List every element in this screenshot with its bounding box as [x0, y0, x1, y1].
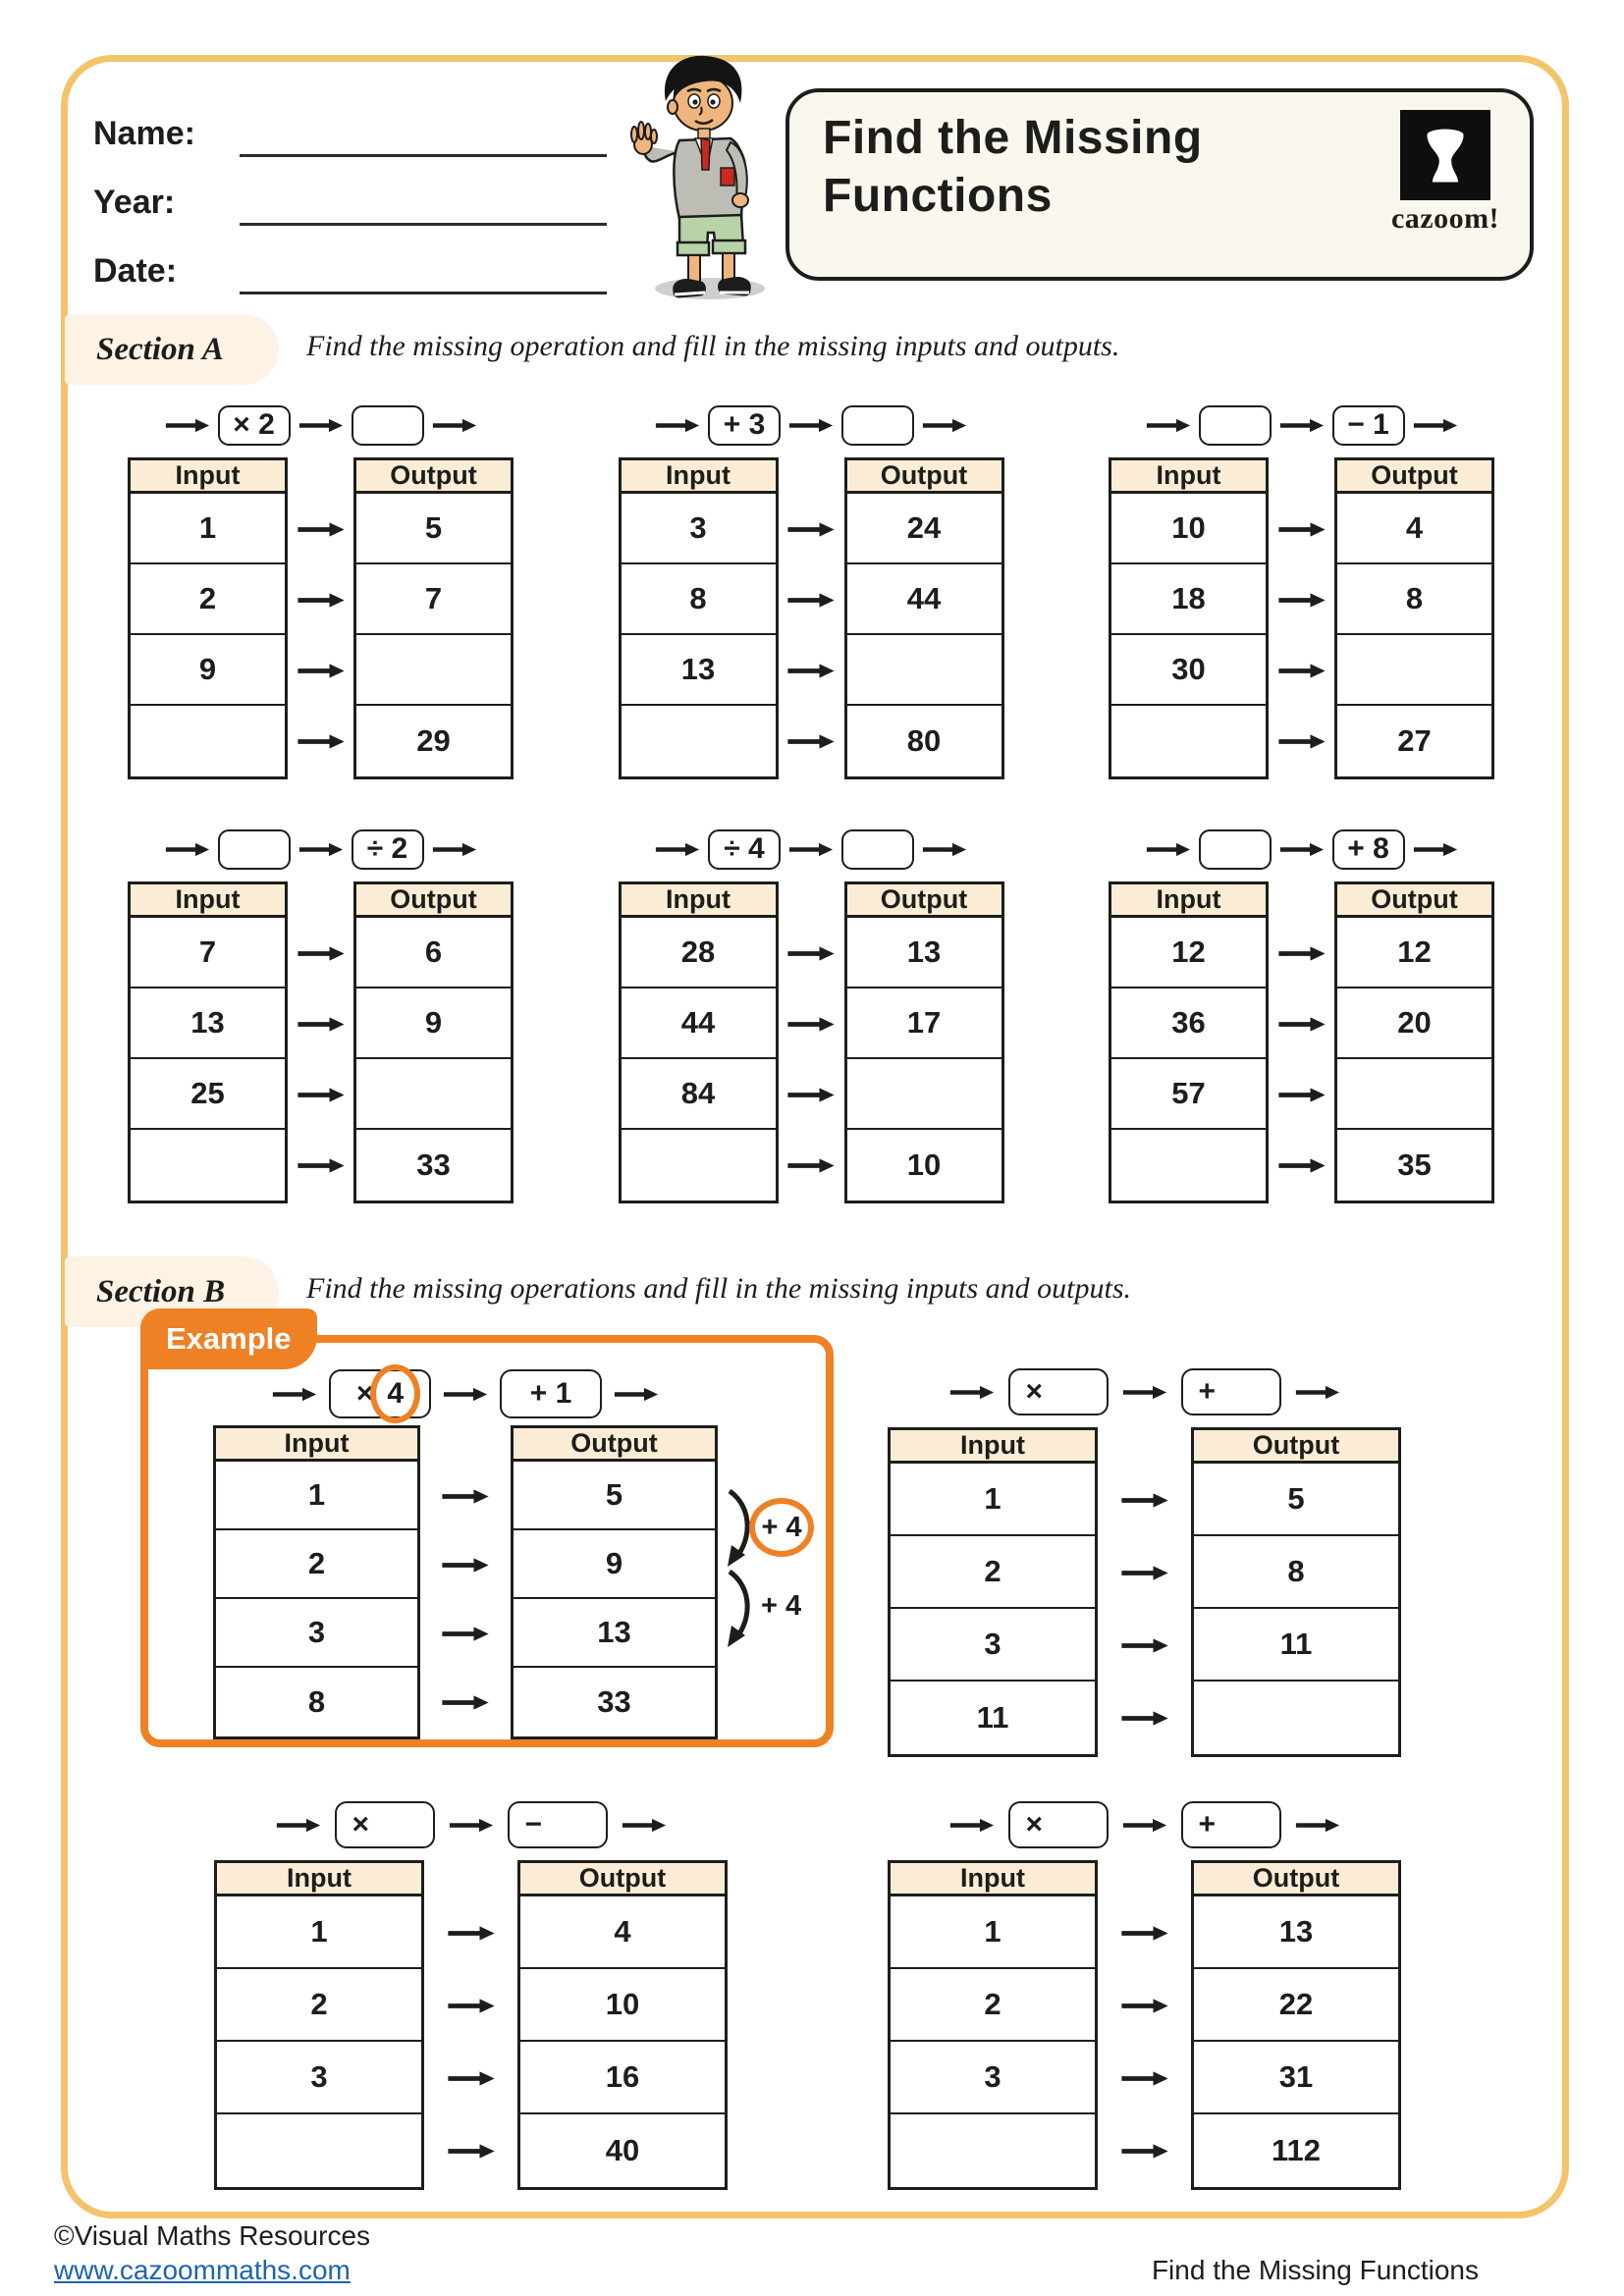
- output-cell[interactable]: [356, 1059, 511, 1130]
- output-cell: 12: [1337, 918, 1491, 988]
- input-cell[interactable]: [131, 706, 285, 776]
- arrow-right-icon: [297, 521, 346, 538]
- operation-box-2: +: [1181, 1801, 1281, 1848]
- arrow-right-icon: [441, 1626, 490, 1642]
- output-cell: 20: [1337, 988, 1491, 1059]
- machine-op-row: [1109, 402, 1494, 448]
- output-table: [1334, 457, 1494, 779]
- function-machine-a1: [128, 402, 514, 779]
- input-table: [619, 881, 779, 1203]
- operation-box-2: +: [1181, 1368, 1281, 1415]
- arrow-right-icon: [447, 1925, 496, 1942]
- output-header: Output: [520, 1863, 725, 1896]
- input-cell: 13: [131, 988, 285, 1059]
- output-cell: 8: [1337, 564, 1491, 635]
- cazoom-logo: [1379, 110, 1512, 236]
- waving-schoolboy-illustration: [617, 49, 778, 304]
- operation-box-1: ÷ 4: [708, 829, 781, 870]
- arrow-right-icon: [1120, 1710, 1169, 1727]
- example-tables: [213, 1425, 718, 1739]
- arrow-right-icon: [786, 1087, 836, 1103]
- machine-tables: [128, 881, 514, 1203]
- input-table: [1109, 457, 1269, 779]
- output-cell[interactable]: [1337, 1059, 1491, 1130]
- output-cell: 31: [1194, 2042, 1398, 2114]
- arrow-right-icon: [622, 1817, 667, 1834]
- machine-op-row: [619, 402, 1004, 448]
- arrow-right-icon: [1277, 945, 1326, 962]
- row-arrows: [420, 1425, 511, 1739]
- example-op1-answer-circled: 4: [387, 1377, 405, 1410]
- arrow-right-icon: [1120, 1925, 1169, 1942]
- arrow-right-icon: [165, 841, 210, 858]
- output-cell: 44: [847, 564, 1001, 635]
- student-fields: [93, 98, 623, 304]
- output-cell[interactable]: [847, 635, 1001, 706]
- arrow-right-icon: [443, 1386, 488, 1403]
- input-table: [888, 1860, 1098, 2190]
- row-arrows: [1269, 457, 1334, 779]
- output-table: [517, 1860, 728, 2190]
- output-cell: 35: [1397, 1148, 1432, 1182]
- output-cell: 9: [356, 988, 511, 1059]
- year-field-row: [93, 167, 623, 236]
- output-cell: 4: [520, 1896, 725, 1969]
- function-machine-a4: [128, 827, 514, 1203]
- title-line-1: Find the Missing: [823, 112, 1203, 164]
- function-machine-b2: [214, 1799, 728, 2190]
- machine-tables: [619, 881, 1004, 1203]
- output-cell: 9: [514, 1530, 715, 1599]
- function-machine-a2: [619, 402, 1004, 779]
- output-cell: 33: [597, 1684, 631, 1719]
- arrow-right-icon: [447, 2143, 496, 2160]
- arrow-right-icon: [441, 1557, 490, 1574]
- input-cell[interactable]: [131, 1130, 285, 1201]
- input-cell: 1: [891, 1896, 1095, 1969]
- function-machine-a6: [1109, 827, 1494, 1203]
- arrow-right-icon: [1120, 1637, 1169, 1654]
- section-a-label: Section A: [65, 314, 279, 385]
- arrow-right-icon: [1120, 2143, 1169, 2160]
- arrow-right-icon: [949, 1817, 995, 1834]
- name-field-row: [93, 98, 623, 167]
- output-cell: 29: [416, 723, 451, 758]
- date-label: Date:: [93, 252, 178, 290]
- example-box: [140, 1321, 834, 1747]
- operation-box-1: × 2: [218, 405, 291, 446]
- arrow-right-icon: [1277, 1087, 1326, 1103]
- arrow-right-icon: [1277, 1157, 1326, 1174]
- row-arrows: [1098, 1427, 1191, 1757]
- arrow-right-icon: [297, 1157, 346, 1174]
- output-cell: 11: [1194, 1609, 1398, 1682]
- operation-box-2[interactable]: [841, 405, 914, 446]
- output-cell: 112: [1271, 2133, 1321, 2167]
- output-table: [844, 881, 1004, 1203]
- arrow-right-icon: [786, 733, 836, 750]
- arrow-right-icon: [1279, 417, 1325, 434]
- arrow-right-icon: [297, 592, 346, 609]
- arrow-right-icon: [298, 417, 344, 434]
- arrow-right-icon: [297, 663, 346, 679]
- operation-box-2: − 1: [1332, 405, 1405, 446]
- machine-op-row: [1109, 827, 1494, 872]
- input-cell: 2: [891, 1536, 1095, 1609]
- row-arrows: [1098, 1860, 1191, 2190]
- date-field-row: [93, 236, 623, 304]
- example-input-table: [213, 1425, 420, 1739]
- name-input-line[interactable]: [240, 154, 607, 157]
- machine-tables: [888, 1860, 1401, 2190]
- section-b-instruction: Find the missing operations and fill in the missing inputs and outputs.: [306, 1272, 1132, 1305]
- output-table: [844, 457, 1004, 779]
- output-cell: 5: [1194, 1464, 1398, 1536]
- arrow-right-icon: [786, 1016, 836, 1033]
- input-cell: 3: [217, 2042, 421, 2114]
- input-header: Input: [217, 1863, 421, 1896]
- operation-box-1[interactable]: [218, 829, 291, 870]
- operation-box-1: ×: [335, 1801, 435, 1848]
- operation-box-1: + 3: [708, 405, 781, 446]
- arrow-right-icon: [1122, 1817, 1167, 1834]
- input-header: Input: [622, 460, 776, 494]
- arrow-right-icon: [1120, 2070, 1169, 2087]
- worksheet-title-box: [785, 88, 1534, 281]
- arrow-right-icon: [297, 945, 346, 962]
- function-machine-a3: [1109, 402, 1494, 779]
- output-cell: 10: [906, 1148, 942, 1182]
- arrow-right-icon: [614, 1386, 659, 1403]
- arrow-right-icon: [1277, 521, 1326, 538]
- example-output-table: [511, 1425, 718, 1739]
- arrow-right-icon: [786, 945, 836, 962]
- input-cell: 3: [622, 494, 776, 564]
- input-cell: 44: [622, 988, 776, 1059]
- example-tab: Example: [140, 1308, 317, 1369]
- input-cell: 18: [1111, 564, 1266, 635]
- input-cell: 2: [891, 1969, 1095, 2042]
- output-cell: 4: [1337, 494, 1491, 564]
- year-input-line[interactable]: [240, 223, 607, 226]
- name-label: Name:: [93, 115, 195, 152]
- cazoom-drum-icon: [1400, 110, 1490, 200]
- example-op1-symbol: ×: [355, 1377, 374, 1410]
- output-cell: 10: [520, 1969, 725, 2042]
- machine-tables: [214, 1860, 728, 2190]
- input-cell: 2: [131, 564, 285, 635]
- example-machine: [213, 1368, 718, 1739]
- output-cell[interactable]: [847, 1059, 1001, 1130]
- output-cell: 27: [1397, 723, 1432, 758]
- difference-annotation-circled: + 4: [749, 1498, 814, 1557]
- machine-tables: [888, 1427, 1401, 1757]
- output-cell: 17: [847, 988, 1001, 1059]
- machine-op-row: [128, 827, 514, 872]
- arrow-right-icon: [922, 417, 967, 434]
- output-cell: 5: [514, 1462, 715, 1530]
- input-header: Input: [622, 884, 776, 918]
- operation-box-1[interactable]: [1199, 405, 1272, 446]
- arrow-right-icon: [1277, 1016, 1326, 1033]
- date-input-line[interactable]: [240, 292, 607, 294]
- input-table: [128, 881, 288, 1203]
- output-cell[interactable]: [1194, 1682, 1398, 1754]
- input-header: Input: [131, 460, 285, 494]
- example-operation-box-2: + 1: [500, 1369, 602, 1418]
- arrow-right-icon: [297, 733, 346, 750]
- output-header: Output: [514, 1428, 715, 1462]
- arrow-right-icon: [297, 1016, 346, 1033]
- function-machine-a5: [619, 827, 1004, 1203]
- input-cell: 2: [217, 1969, 421, 2042]
- row-arrows: [288, 457, 353, 779]
- input-cell: 1: [217, 1896, 421, 1969]
- arrow-right-icon: [1120, 1565, 1169, 1581]
- input-cell: 3: [216, 1599, 417, 1668]
- arrow-right-icon: [1120, 1998, 1169, 2014]
- input-cell: 8: [307, 1684, 326, 1719]
- input-cell: 11: [976, 1700, 1009, 1735]
- output-cell: 5: [356, 494, 511, 564]
- arrow-right-icon: [449, 1817, 494, 1834]
- arrow-right-icon: [1146, 841, 1191, 858]
- output-cell: 6: [356, 918, 511, 988]
- arrow-right-icon: [165, 417, 210, 434]
- output-cell[interactable]: [356, 635, 511, 706]
- input-cell: 7: [131, 918, 285, 988]
- row-arrows: [779, 457, 844, 779]
- row-arrows: [1269, 881, 1334, 1203]
- machine-op-row: [888, 1799, 1401, 1850]
- arrow-right-icon: [441, 1694, 490, 1711]
- arrow-right-icon: [788, 841, 834, 858]
- input-cell: 84: [622, 1059, 776, 1130]
- arrow-right-icon: [922, 841, 967, 858]
- arrow-right-icon: [297, 1087, 346, 1103]
- input-table: [214, 1860, 424, 2190]
- input-header: Input: [891, 1430, 1095, 1464]
- input-cell: 1: [131, 494, 285, 564]
- arrow-right-icon: [272, 1386, 317, 1403]
- input-cell: 9: [131, 635, 285, 706]
- output-header: Output: [1337, 460, 1491, 494]
- input-table: [888, 1427, 1098, 1757]
- arrow-right-icon: [786, 521, 836, 538]
- input-cell[interactable]: [891, 2114, 1095, 2187]
- year-label: Year:: [93, 184, 176, 221]
- input-cell: 30: [1111, 635, 1266, 706]
- input-cell: 57: [1111, 1059, 1266, 1130]
- row-arrows: [288, 881, 353, 1203]
- input-table: [128, 457, 288, 779]
- input-table: [1109, 881, 1269, 1203]
- copyright-text: ©Visual Maths Resources: [54, 2220, 371, 2251]
- operation-box-2[interactable]: [841, 829, 914, 870]
- arrow-right-icon: [432, 841, 477, 858]
- arrow-right-icon: [786, 1157, 836, 1174]
- example-operation-box-1: [329, 1369, 431, 1418]
- machine-op-row: [128, 402, 514, 448]
- arrow-right-icon: [432, 417, 477, 434]
- arrow-right-icon: [1413, 841, 1458, 858]
- arrow-right-icon: [1277, 663, 1326, 679]
- output-header: Output: [847, 460, 1001, 494]
- machine-tables: [1109, 457, 1494, 779]
- input-cell: 13: [622, 635, 776, 706]
- output-cell: 24: [847, 494, 1001, 564]
- input-cell: 28: [622, 918, 776, 988]
- machine-op-row: [619, 827, 1004, 872]
- output-cell: 13: [1194, 1896, 1398, 1969]
- arrow-right-icon: [1120, 1492, 1169, 1509]
- machine-tables: [128, 457, 514, 779]
- input-table: [619, 457, 779, 779]
- input-cell: 2: [216, 1530, 417, 1599]
- arrow-right-icon: [655, 841, 700, 858]
- arrow-right-icon: [1295, 1384, 1340, 1401]
- output-cell: 33: [416, 1148, 451, 1182]
- footer-worksheet-title: Find the Missing Functions: [1151, 2255, 1479, 2285]
- arrow-right-icon: [1277, 592, 1326, 609]
- output-header: Output: [1194, 1430, 1398, 1464]
- output-cell: 7: [356, 564, 511, 635]
- output-cell: 13: [847, 918, 1001, 988]
- arrow-right-icon: [1146, 417, 1191, 434]
- output-table: [353, 881, 514, 1203]
- output-table: [1334, 881, 1494, 1203]
- output-header: Output: [1194, 1863, 1398, 1896]
- machine-tables: [619, 457, 1004, 779]
- input-cell: 1: [216, 1462, 417, 1530]
- input-cell: 36: [1111, 988, 1266, 1059]
- output-cell: 16: [520, 2042, 725, 2114]
- input-cell: 3: [891, 2042, 1095, 2114]
- input-cell: 12: [1111, 918, 1266, 988]
- output-cell[interactable]: [1337, 635, 1491, 706]
- input-cell[interactable]: [1111, 1130, 1266, 1201]
- output-cell: 40: [605, 2133, 640, 2167]
- section-b-label: Section B: [65, 1256, 279, 1327]
- example-op-row: [213, 1368, 718, 1419]
- arrow-right-icon: [788, 417, 834, 434]
- row-arrows: [779, 881, 844, 1203]
- arrow-right-icon: [1295, 1817, 1340, 1834]
- operation-box-1: ×: [1008, 1801, 1109, 1848]
- arrow-right-icon: [447, 1998, 496, 2014]
- website-link[interactable]: www.cazoommaths.com: [54, 2255, 351, 2285]
- row-arrows: [424, 1860, 517, 2190]
- input-cell: 8: [622, 564, 776, 635]
- operation-box-2: + 8: [1332, 829, 1405, 870]
- output-table: [353, 457, 514, 779]
- output-header: Output: [847, 884, 1001, 918]
- input-cell[interactable]: [622, 706, 776, 776]
- output-cell: 8: [1194, 1536, 1398, 1609]
- operation-box-1: ×: [1008, 1368, 1109, 1415]
- machine-op-row: [214, 1799, 728, 1850]
- operation-box-1[interactable]: [1199, 829, 1272, 870]
- operation-box-2: −: [508, 1801, 608, 1848]
- arrow-right-icon: [1413, 417, 1458, 434]
- output-header: Output: [356, 884, 511, 918]
- input-header: Input: [1111, 460, 1266, 494]
- section-a-machines: [128, 402, 1494, 1203]
- arrow-right-icon: [447, 2070, 496, 2087]
- input-header: Input: [1111, 884, 1266, 918]
- input-header: Input: [216, 1428, 417, 1462]
- arrow-right-icon: [1122, 1384, 1167, 1401]
- function-machine-b1: [888, 1366, 1401, 1757]
- output-cell: 22: [1194, 1969, 1398, 2042]
- arrow-right-icon: [1277, 733, 1326, 750]
- section-a-instruction: Find the missing operation and fill in the missing inputs and outputs.: [306, 330, 1120, 362]
- cazoom-logo-text: cazoom!: [1390, 202, 1500, 235]
- arrow-right-icon: [1279, 841, 1325, 858]
- input-cell[interactable]: [217, 2114, 421, 2187]
- arrow-right-icon: [298, 841, 344, 858]
- input-cell: 3: [891, 1609, 1095, 1682]
- input-cell[interactable]: [1111, 706, 1266, 776]
- arrow-right-icon: [655, 417, 700, 434]
- input-cell[interactable]: [622, 1130, 776, 1201]
- output-cell: 80: [906, 723, 942, 758]
- output-header: Output: [1337, 884, 1491, 918]
- output-table: [1191, 1427, 1401, 1757]
- input-cell: 10: [1111, 494, 1266, 564]
- machine-op-row: [888, 1366, 1401, 1417]
- machine-tables: [1109, 881, 1494, 1203]
- output-header: Output: [356, 460, 511, 494]
- output-cell: 13: [514, 1599, 715, 1668]
- difference-annotation: + 4: [761, 1590, 802, 1622]
- input-cell: 1: [891, 1464, 1095, 1536]
- output-table: [1191, 1860, 1401, 2190]
- worksheet-title: [823, 110, 1203, 225]
- arrow-right-icon: [441, 1488, 490, 1505]
- operation-box-2[interactable]: [352, 405, 424, 446]
- arrow-right-icon: [949, 1384, 995, 1401]
- function-machine-b3: [888, 1799, 1401, 2190]
- title-line-2: Functions: [823, 169, 1053, 222]
- arrow-right-icon: [276, 1817, 321, 1834]
- arrow-right-icon: [786, 663, 836, 679]
- operation-box-2: ÷ 2: [352, 829, 424, 870]
- input-header: Input: [131, 884, 285, 918]
- input-header: Input: [891, 1863, 1095, 1896]
- input-cell: 25: [131, 1059, 285, 1130]
- arrow-right-icon: [786, 592, 836, 609]
